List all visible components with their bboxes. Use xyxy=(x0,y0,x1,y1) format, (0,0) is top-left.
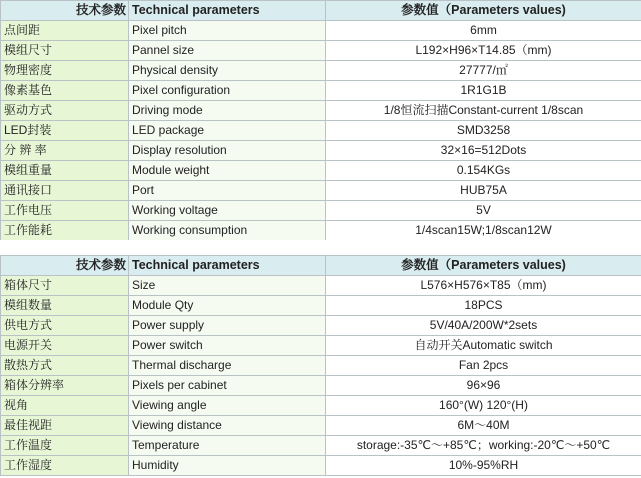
param-name-en: Thermal discharge xyxy=(129,356,326,376)
table-header-row xyxy=(1,1,641,21)
param-value: 6mm xyxy=(326,21,641,41)
table-row xyxy=(1,21,641,41)
param-name-en: Module weight xyxy=(129,161,326,181)
table-row xyxy=(1,41,641,61)
param-value: SMD3258 xyxy=(326,121,641,141)
param-name-zh: 视角 xyxy=(1,396,129,416)
table-row xyxy=(1,356,641,376)
technical-parameters-table-cabinet xyxy=(0,255,641,476)
param-name-en: Display resolution xyxy=(129,141,326,161)
table-row xyxy=(1,61,641,81)
param-value: storage:-35℃～+85℃；working:-20℃～+50℃ xyxy=(326,436,641,456)
param-name-zh: 点间距 xyxy=(1,21,129,41)
param-name-en: Temperature xyxy=(129,436,326,456)
param-value: 0.154KGs xyxy=(326,161,641,181)
table-row xyxy=(1,161,641,181)
param-name-zh: 工作温度 xyxy=(1,436,129,456)
table-row xyxy=(1,376,641,396)
param-name-en: Power supply xyxy=(129,316,326,336)
table-row xyxy=(1,221,641,241)
table-row xyxy=(1,336,641,356)
param-name-en: Viewing distance xyxy=(129,416,326,436)
param-name-en: Working voltage xyxy=(129,201,326,221)
param-name-zh: 驱动方式 xyxy=(1,101,129,121)
header-cell-value: 参数值（Parameters values) xyxy=(326,1,641,21)
param-name-zh: 箱体分辨率 xyxy=(1,376,129,396)
param-value: 1/8恒流扫描Constant-current 1/8scan xyxy=(326,101,641,121)
param-value: 自动开关Automatic switch xyxy=(326,336,641,356)
param-name-en: Port xyxy=(129,181,326,201)
header-cell-value: 参数值（Parameters values) xyxy=(326,256,641,276)
table-row xyxy=(1,316,641,336)
param-name-zh: 工作湿度 xyxy=(1,456,129,476)
param-value: 6M～40M xyxy=(326,416,641,436)
table-row xyxy=(1,396,641,416)
table-row xyxy=(1,81,641,101)
param-name-zh: 供电方式 xyxy=(1,316,129,336)
param-name-en: Power switch xyxy=(129,336,326,356)
table-row xyxy=(1,456,641,476)
param-name-zh: 工作能耗 xyxy=(1,221,129,241)
param-value: 1/4scan15W;1/8scan12W xyxy=(326,221,641,241)
param-value: 5V/40A/200W*2sets xyxy=(326,316,641,336)
param-value: 1R1G1B xyxy=(326,81,641,101)
param-name-zh: 箱体尺寸 xyxy=(1,276,129,296)
table-row xyxy=(1,296,641,316)
param-name-en: Module Qty xyxy=(129,296,326,316)
param-value: 96×96 xyxy=(326,376,641,396)
param-value: HUB75A xyxy=(326,181,641,201)
param-name-en: Size xyxy=(129,276,326,296)
param-value: 32×16=512Dots xyxy=(326,141,641,161)
param-name-en: Pixel configuration xyxy=(129,81,326,101)
param-name-en: Viewing angle xyxy=(129,396,326,416)
param-name-zh: 分 辨 率 xyxy=(1,141,129,161)
table-header-row xyxy=(1,256,641,276)
table-row xyxy=(1,201,641,221)
param-value: 5V xyxy=(326,201,641,221)
param-name-zh: 模组重量 xyxy=(1,161,129,181)
param-name-en: Humidity xyxy=(129,456,326,476)
param-value: L192×H96×T14.85（mm) xyxy=(326,41,641,61)
param-value: Fan 2pcs xyxy=(326,356,641,376)
header-cell-en: Technical parameters xyxy=(129,256,326,276)
header-cell-zh: 技术参数 xyxy=(1,256,129,276)
table-row xyxy=(1,416,641,436)
param-name-en: LED package xyxy=(129,121,326,141)
param-name-zh: 最佳视距 xyxy=(1,416,129,436)
param-name-zh: 工作电压 xyxy=(1,201,129,221)
param-value: 18PCS xyxy=(326,296,641,316)
param-name-en: Pannel size xyxy=(129,41,326,61)
param-name-zh: LED封装 xyxy=(1,121,129,141)
param-name-en: Pixels per cabinet xyxy=(129,376,326,396)
param-value: L576×H576×T85（mm) xyxy=(326,276,641,296)
param-name-en: Physical density xyxy=(129,61,326,81)
param-name-en: Pixel pitch xyxy=(129,21,326,41)
table-row xyxy=(1,181,641,201)
param-name-zh: 模组数量 xyxy=(1,296,129,316)
param-name-zh: 通讯接口 xyxy=(1,181,129,201)
table-row xyxy=(1,101,641,121)
header-cell-zh: 技术参数 xyxy=(1,1,129,21)
param-name-zh: 模组尺寸 xyxy=(1,41,129,61)
param-name-en: Driving mode xyxy=(129,101,326,121)
table-separator xyxy=(0,240,641,255)
table-row xyxy=(1,436,641,456)
param-name-en: Working consumption xyxy=(129,221,326,241)
table-row xyxy=(1,121,641,141)
table-row xyxy=(1,141,641,161)
param-value: 10%-95%RH xyxy=(326,456,641,476)
param-value: 27777/㎡ xyxy=(326,61,641,81)
header-cell-en: Technical parameters xyxy=(129,1,326,21)
param-name-zh: 电源开关 xyxy=(1,336,129,356)
param-name-zh: 物理密度 xyxy=(1,61,129,81)
table-row xyxy=(1,276,641,296)
param-name-zh: 散热方式 xyxy=(1,356,129,376)
param-value: 160°(W) 120°(H) xyxy=(326,396,641,416)
param-name-zh: 像素基色 xyxy=(1,81,129,101)
